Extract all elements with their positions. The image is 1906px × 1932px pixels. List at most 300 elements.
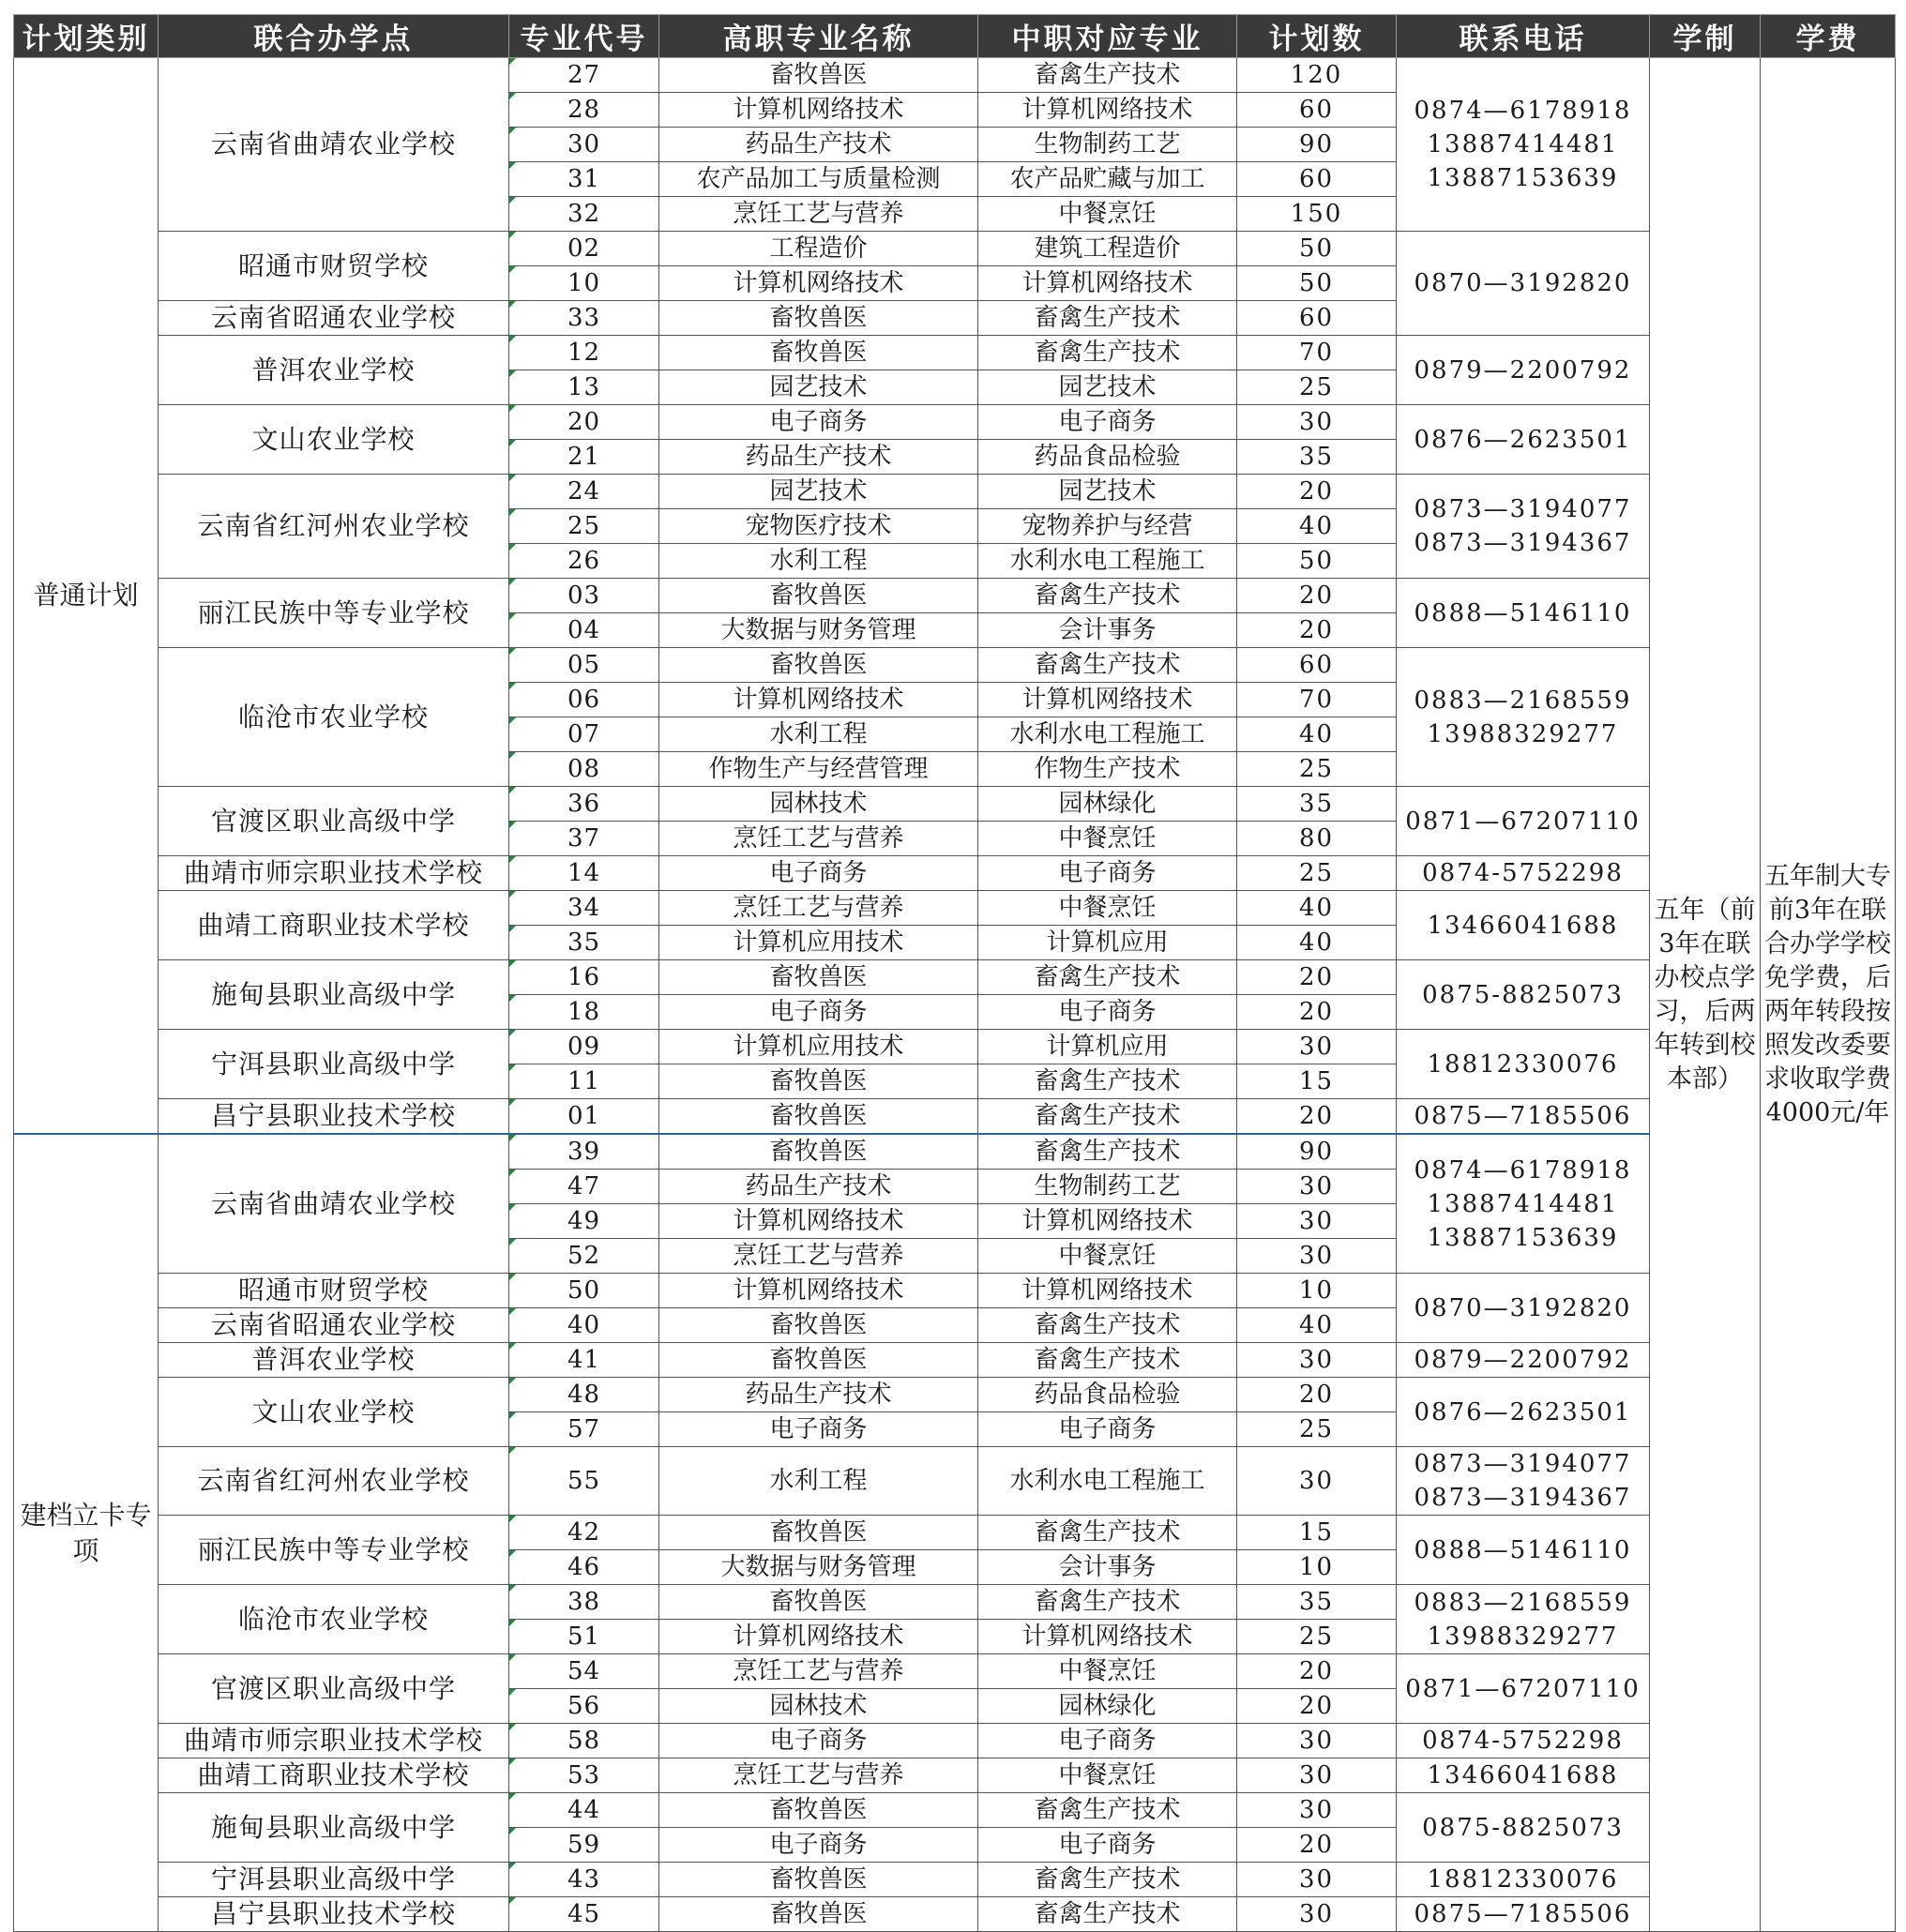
header-higher-vocational-major: 高职专业名称 [659, 15, 978, 58]
major-code-cell: 02 [509, 232, 659, 266]
secondary-major-cell: 计算机网络技术 [978, 1204, 1237, 1239]
joint-school-cell: 曲靖工商职业技术学校 [159, 891, 509, 960]
major-code-cell: 45 [509, 1897, 659, 1932]
major-code-cell: 54 [509, 1654, 659, 1689]
contact-phone-cell [1397, 58, 1650, 232]
plan-count-cell: 25 [1237, 370, 1397, 405]
secondary-major-cell: 畜禽生产技术 [978, 960, 1237, 995]
major-code-cell: 50 [509, 1274, 659, 1308]
major-code-cell: 34 [509, 891, 659, 926]
higher-major-cell: 宠物医疗技术 [659, 509, 978, 544]
plan-count-cell: 90 [1237, 128, 1397, 162]
joint-school-cell: 官渡区职业高级中学 [159, 1654, 509, 1724]
higher-major-cell: 畜牧兽医 [659, 579, 978, 613]
contact-phone-cell [1397, 1793, 1650, 1863]
joint-school-cell: 丽江民族中等专业学校 [159, 579, 509, 648]
higher-major-cell: 计算机网络技术 [659, 93, 978, 128]
major-code-cell: 25 [509, 509, 659, 544]
phone-number: 0876—2623501 [1414, 1397, 1632, 1426]
joint-school-cell: 宁洱县职业高级中学 [159, 1863, 509, 1897]
plan-count-cell: 30 [1237, 1170, 1397, 1204]
secondary-major-cell: 畜禽生产技术 [978, 1308, 1237, 1343]
higher-major-cell: 畜牧兽医 [659, 1585, 978, 1620]
table-row [14, 1863, 1896, 1897]
joint-school-cell: 曲靖市师宗职业技术学校 [159, 856, 509, 891]
joint-school-cell: 丽江民族中等专业学校 [159, 1516, 509, 1585]
phone-number: 18812330076 [1427, 1865, 1619, 1894]
higher-major-cell: 畜牧兽医 [659, 1343, 978, 1378]
plan-count-cell: 20 [1237, 1828, 1397, 1863]
plan-count-cell: 35 [1237, 787, 1397, 822]
phone-number: 0873—3194367 [1414, 529, 1632, 557]
phone-number: 0874-5752298 [1422, 1727, 1624, 1755]
secondary-major-cell: 中餐烹饪 [978, 1654, 1237, 1689]
table-row [14, 1343, 1896, 1378]
table-body [14, 58, 1896, 1932]
joint-school-cell: 云南省昭通农业学校 [159, 1308, 509, 1343]
phone-number: 0874—6178918 [1414, 1155, 1632, 1185]
plan-count-cell: 60 [1237, 648, 1397, 683]
phone-number: 0875—7185506 [1414, 1102, 1632, 1130]
plan-count-cell: 30 [1237, 1447, 1397, 1516]
plan-count-cell: 60 [1237, 93, 1397, 128]
higher-major-cell: 电子商务 [659, 995, 978, 1030]
joint-school-cell: 云南省昭通农业学校 [159, 301, 509, 336]
header-plan-category: 计划类别 [14, 15, 159, 58]
table-row [14, 336, 1896, 370]
higher-major-cell: 烹饪工艺与营养 [659, 822, 978, 856]
phone-number: 0873—3194077 [1414, 495, 1632, 523]
plan-count-cell: 30 [1237, 1863, 1397, 1897]
secondary-major-cell: 水利水电工程施工 [978, 544, 1237, 579]
contact-phone-cell [1397, 579, 1650, 648]
secondary-major-cell: 畜禽生产技术 [978, 1134, 1237, 1170]
plan-count-cell: 30 [1237, 1239, 1397, 1274]
phone-number: 0875-8825073 [1422, 980, 1624, 1009]
higher-major-cell: 园艺技术 [659, 475, 978, 509]
plan-count-cell: 90 [1237, 1134, 1397, 1170]
major-code-cell: 03 [509, 579, 659, 613]
table-row [14, 1585, 1896, 1620]
plan-count-cell: 20 [1237, 579, 1397, 613]
higher-major-cell: 计算机应用技术 [659, 926, 978, 960]
secondary-major-cell: 中餐烹饪 [978, 1239, 1237, 1274]
plan-count-cell: 50 [1237, 266, 1397, 301]
secondary-major-cell: 水利水电工程施工 [978, 1447, 1237, 1516]
plan-count-cell: 30 [1237, 1343, 1397, 1378]
higher-major-cell: 电子商务 [659, 405, 978, 440]
higher-major-cell: 电子商务 [659, 1412, 978, 1447]
major-code-cell: 18 [509, 995, 659, 1030]
major-code-cell: 14 [509, 856, 659, 891]
contact-phone-cell [1397, 475, 1650, 579]
header-plan-count: 计划数 [1237, 15, 1397, 58]
joint-school-cell: 云南省曲靖农业学校 [159, 58, 509, 232]
phone-number: 0876—2623501 [1414, 425, 1632, 454]
phone-number: 0888—5146110 [1414, 598, 1632, 627]
higher-major-cell: 畜牧兽医 [659, 1134, 978, 1170]
joint-school-cell: 普洱农业学校 [159, 336, 509, 405]
phone-number: 13988329277 [1427, 1622, 1619, 1651]
secondary-major-cell: 电子商务 [978, 1412, 1237, 1447]
major-code-cell: 53 [509, 1758, 659, 1793]
secondary-major-cell: 药品食品检验 [978, 1378, 1237, 1412]
major-code-cell: 40 [509, 1308, 659, 1343]
higher-major-cell: 计算机网络技术 [659, 1204, 978, 1239]
contact-phone-cell [1397, 1758, 1650, 1793]
major-code-cell: 32 [509, 197, 659, 232]
higher-major-cell: 大数据与财务管理 [659, 613, 978, 648]
table-row [14, 1099, 1896, 1135]
major-code-cell: 20 [509, 405, 659, 440]
major-code-cell: 56 [509, 1689, 659, 1724]
major-code-cell: 11 [509, 1064, 659, 1099]
contact-phone-cell [1397, 405, 1650, 475]
contact-phone-cell [1397, 1863, 1650, 1897]
secondary-major-cell: 中餐烹饪 [978, 822, 1237, 856]
joint-school-cell: 官渡区职业高级中学 [159, 787, 509, 856]
joint-school-cell: 云南省红河州农业学校 [159, 1447, 509, 1516]
higher-major-cell: 烹饪工艺与营养 [659, 197, 978, 232]
header-row [14, 15, 1896, 58]
major-code-cell: 30 [509, 128, 659, 162]
secondary-major-cell: 畜禽生产技术 [978, 1064, 1237, 1099]
higher-major-cell: 水利工程 [659, 1447, 978, 1516]
plan-count-cell: 30 [1237, 405, 1397, 440]
phone-number: 0871—67207110 [1405, 807, 1641, 836]
major-code-cell: 04 [509, 613, 659, 648]
major-code-cell: 35 [509, 926, 659, 960]
plan-count-cell: 60 [1237, 301, 1397, 336]
higher-major-cell: 计算机网络技术 [659, 683, 978, 717]
higher-major-cell: 作物生产与经营管理 [659, 752, 978, 787]
phone-number: 0888—5146110 [1414, 1535, 1632, 1564]
major-code-cell: 09 [509, 1030, 659, 1064]
enrollment-plan-table [13, 14, 1896, 1932]
contact-phone-cell [1397, 232, 1650, 336]
plan-count-cell: 35 [1237, 440, 1397, 475]
major-code-cell: 49 [509, 1204, 659, 1239]
secondary-major-cell: 电子商务 [978, 995, 1237, 1030]
table-row [14, 856, 1896, 891]
joint-school-cell: 临沧市农业学校 [159, 1585, 509, 1654]
plan-count-cell: 40 [1237, 717, 1397, 752]
plan-count-cell: 30 [1237, 1897, 1397, 1932]
secondary-major-cell: 畜禽生产技术 [978, 648, 1237, 683]
secondary-major-cell: 畜禽生产技术 [978, 1516, 1237, 1550]
plan-count-cell: 20 [1237, 475, 1397, 509]
table-row [14, 1793, 1896, 1828]
secondary-major-cell: 电子商务 [978, 1828, 1237, 1863]
secondary-major-cell: 会计事务 [978, 613, 1237, 648]
plan-count-cell: 20 [1237, 960, 1397, 995]
table-row [14, 1758, 1896, 1793]
contact-phone-cell [1397, 1447, 1650, 1516]
higher-major-cell: 计算机网络技术 [659, 1274, 978, 1308]
contact-phone-cell [1397, 1897, 1650, 1932]
higher-major-cell: 药品生产技术 [659, 440, 978, 475]
major-code-cell: 07 [509, 717, 659, 752]
secondary-major-cell: 畜禽生产技术 [978, 1343, 1237, 1378]
contact-phone-cell [1397, 1585, 1650, 1654]
joint-school-cell: 临沧市农业学校 [159, 648, 509, 787]
secondary-major-cell: 电子商务 [978, 405, 1237, 440]
table-row [14, 1134, 1896, 1170]
contact-phone-cell [1397, 1274, 1650, 1343]
major-code-cell: 16 [509, 960, 659, 995]
major-code-cell: 26 [509, 544, 659, 579]
phone-number: 13887414481 [1427, 130, 1619, 158]
secondary-major-cell: 电子商务 [978, 1724, 1237, 1758]
secondary-major-cell: 畜禽生产技术 [978, 1793, 1237, 1828]
plan-count-cell: 30 [1237, 1204, 1397, 1239]
phone-number: 0879—2200792 [1414, 355, 1632, 385]
table-row [14, 1724, 1896, 1758]
major-code-cell: 06 [509, 683, 659, 717]
secondary-major-cell: 生物制药工艺 [978, 128, 1237, 162]
major-code-cell: 08 [509, 752, 659, 787]
secondary-major-cell: 计算机网络技术 [978, 1620, 1237, 1654]
plan-count-cell: 50 [1237, 232, 1397, 266]
plan-count-cell: 150 [1237, 197, 1397, 232]
secondary-major-cell: 中餐烹饪 [978, 891, 1237, 926]
higher-major-cell: 畜牧兽医 [659, 336, 978, 370]
higher-major-cell: 畜牧兽医 [659, 301, 978, 336]
major-code-cell: 37 [509, 822, 659, 856]
higher-major-cell: 园林技术 [659, 787, 978, 822]
joint-school-cell: 昭通市财贸学校 [159, 232, 509, 301]
major-code-cell: 33 [509, 301, 659, 336]
joint-school-cell: 文山农业学校 [159, 405, 509, 475]
higher-major-cell: 计算机网络技术 [659, 1620, 978, 1654]
phone-number: 0875—7185506 [1414, 1900, 1632, 1928]
major-code-cell: 57 [509, 1412, 659, 1447]
header-joint-school: 联合办学点 [159, 15, 509, 58]
table-row [14, 1378, 1896, 1412]
secondary-major-cell: 建筑工程造价 [978, 232, 1237, 266]
higher-major-cell: 畜牧兽医 [659, 58, 978, 93]
secondary-major-cell: 中餐烹饪 [978, 197, 1237, 232]
plan-count-cell: 40 [1237, 891, 1397, 926]
secondary-major-cell: 畜禽生产技术 [978, 1585, 1237, 1620]
higher-major-cell: 电子商务 [659, 1828, 978, 1863]
plan-count-cell: 70 [1237, 683, 1397, 717]
plan-count-cell: 40 [1237, 926, 1397, 960]
plan-count-cell: 20 [1237, 1689, 1397, 1724]
higher-major-cell: 园林技术 [659, 1689, 978, 1724]
plan-count-cell: 70 [1237, 336, 1397, 370]
secondary-major-cell: 水利水电工程施工 [978, 717, 1237, 752]
phone-number: 0870—3192820 [1414, 269, 1632, 297]
plan-count-cell: 25 [1237, 856, 1397, 891]
joint-school-cell: 宁洱县职业高级中学 [159, 1030, 509, 1099]
phone-number: 13466041688 [1427, 1761, 1619, 1789]
secondary-major-cell: 计算机应用 [978, 1030, 1237, 1064]
joint-school-cell: 昌宁县职业技术学校 [159, 1099, 509, 1135]
plan-count-cell: 30 [1237, 1758, 1397, 1793]
plan-count-cell: 60 [1237, 162, 1397, 197]
plan-count-cell: 20 [1237, 1654, 1397, 1689]
major-code-cell: 58 [509, 1724, 659, 1758]
joint-school-cell: 昭通市财贸学校 [159, 1274, 509, 1308]
secondary-major-cell: 计算机网络技术 [978, 1274, 1237, 1308]
plan-count-cell: 30 [1237, 1724, 1397, 1758]
major-code-cell: 12 [509, 336, 659, 370]
major-code-cell: 55 [509, 1447, 659, 1516]
table-row [14, 1654, 1896, 1689]
higher-major-cell: 电子商务 [659, 856, 978, 891]
higher-major-cell: 烹饪工艺与营养 [659, 891, 978, 926]
plan-count-cell: 80 [1237, 822, 1397, 856]
plan-count-cell: 40 [1237, 1308, 1397, 1343]
plan-count-cell: 120 [1237, 58, 1397, 93]
plan-count-cell: 20 [1237, 1099, 1397, 1135]
table-row [14, 1897, 1896, 1932]
table-row [14, 891, 1896, 926]
contact-phone-cell [1397, 336, 1650, 405]
higher-major-cell: 园艺技术 [659, 370, 978, 405]
major-code-cell: 13 [509, 370, 659, 405]
plan-count-cell: 25 [1237, 1620, 1397, 1654]
higher-major-cell: 农产品加工与质量检测 [659, 162, 978, 197]
joint-school-cell: 云南省红河州农业学校 [159, 475, 509, 579]
major-code-cell: 39 [509, 1134, 659, 1170]
phone-number: 0873—3194367 [1414, 1484, 1632, 1512]
secondary-major-cell: 药品食品检验 [978, 440, 1237, 475]
secondary-major-cell: 中餐烹饪 [978, 1758, 1237, 1793]
secondary-major-cell: 宠物养护与经营 [978, 509, 1237, 544]
phone-number: 18812330076 [1427, 1049, 1619, 1079]
major-code-cell: 44 [509, 1793, 659, 1828]
higher-major-cell: 电子商务 [659, 1724, 978, 1758]
table-row [14, 475, 1896, 509]
secondary-major-cell: 计算机网络技术 [978, 93, 1237, 128]
joint-school-cell: 施甸县职业高级中学 [159, 960, 509, 1030]
phone-number: 0875-8825073 [1422, 1813, 1624, 1842]
plan-count-cell: 15 [1237, 1516, 1397, 1550]
plan-category-cell: 普通计划 [14, 58, 159, 1135]
joint-school-cell: 普洱农业学校 [159, 1343, 509, 1378]
secondary-major-cell: 计算机网络技术 [978, 683, 1237, 717]
higher-major-cell: 水利工程 [659, 717, 978, 752]
contact-phone-cell [1397, 1343, 1650, 1378]
major-code-cell: 59 [509, 1828, 659, 1863]
higher-major-cell: 畜牧兽医 [659, 1099, 978, 1135]
joint-school-cell: 文山农业学校 [159, 1378, 509, 1447]
major-code-cell: 48 [509, 1378, 659, 1412]
major-code-cell: 21 [509, 440, 659, 475]
phone-number: 0883—2168559 [1414, 686, 1632, 715]
phone-number: 0883—2168559 [1414, 1588, 1632, 1617]
secondary-major-cell: 会计事务 [978, 1550, 1237, 1585]
table-row [14, 960, 1896, 995]
contact-phone-cell [1397, 1654, 1650, 1724]
higher-major-cell: 计算机网络技术 [659, 266, 978, 301]
higher-major-cell: 烹饪工艺与营养 [659, 1239, 978, 1274]
plan-count-cell: 25 [1237, 752, 1397, 787]
plan-count-cell: 20 [1237, 613, 1397, 648]
secondary-major-cell: 畜禽生产技术 [978, 301, 1237, 336]
major-code-cell: 42 [509, 1516, 659, 1550]
secondary-major-cell: 计算机应用 [978, 926, 1237, 960]
plan-count-cell: 25 [1237, 1412, 1397, 1447]
secondary-major-cell: 园艺技术 [978, 370, 1237, 405]
secondary-major-cell: 园林绿化 [978, 787, 1237, 822]
major-code-cell: 31 [509, 162, 659, 197]
plan-count-cell: 35 [1237, 1585, 1397, 1620]
contact-phone-cell [1397, 891, 1650, 960]
plan-count-cell: 30 [1237, 1030, 1397, 1064]
major-code-cell: 10 [509, 266, 659, 301]
major-code-cell: 41 [509, 1343, 659, 1378]
major-code-cell: 05 [509, 648, 659, 683]
secondary-major-cell: 生物制药工艺 [978, 1170, 1237, 1204]
secondary-major-cell: 畜禽生产技术 [978, 1099, 1237, 1135]
secondary-major-cell: 电子商务 [978, 856, 1237, 891]
major-code-cell: 52 [509, 1239, 659, 1274]
plan-category-cell: 建档立卡专项 [14, 1134, 159, 1932]
tuition-cell: 五年制大专前3年在联合办学学校免学费，后两年转段按照发改委要求收取学费4000元/年 [1761, 58, 1896, 1932]
schooling-length-cell: 五年（前3年在联办校点学习，后两年转到校本部） [1650, 58, 1761, 1932]
major-code-cell: 24 [509, 475, 659, 509]
header-contact-phone: 联系电话 [1397, 15, 1650, 58]
secondary-major-cell: 畜禽生产技术 [978, 1863, 1237, 1897]
higher-major-cell: 烹饪工艺与营养 [659, 1758, 978, 1793]
higher-major-cell: 畜牧兽医 [659, 960, 978, 995]
secondary-major-cell: 畜禽生产技术 [978, 579, 1237, 613]
major-code-cell: 46 [509, 1550, 659, 1585]
higher-major-cell: 药品生产技术 [659, 1378, 978, 1412]
contact-phone-cell [1397, 856, 1650, 891]
higher-major-cell: 水利工程 [659, 544, 978, 579]
secondary-major-cell: 作物生产技术 [978, 752, 1237, 787]
table-row [14, 405, 1896, 440]
major-code-cell: 51 [509, 1620, 659, 1654]
higher-major-cell: 药品生产技术 [659, 1170, 978, 1204]
phone-number: 13887414481 [1427, 1189, 1619, 1218]
major-code-cell: 47 [509, 1170, 659, 1204]
higher-major-cell: 畜牧兽医 [659, 1308, 978, 1343]
table-row [14, 648, 1896, 683]
table-row [14, 579, 1896, 613]
contact-phone-cell [1397, 648, 1650, 787]
secondary-major-cell: 计算机网络技术 [978, 266, 1237, 301]
header-tuition: 学费 [1761, 15, 1896, 58]
header-major-code: 专业代号 [509, 15, 659, 58]
plan-count-cell: 15 [1237, 1064, 1397, 1099]
higher-major-cell: 畜牧兽医 [659, 1897, 978, 1932]
contact-phone-cell [1397, 1516, 1650, 1585]
phone-number: 0873—3194077 [1414, 1450, 1632, 1478]
major-code-cell: 36 [509, 787, 659, 822]
joint-school-cell: 曲靖工商职业技术学校 [159, 1758, 509, 1793]
plan-count-cell: 20 [1237, 995, 1397, 1030]
contact-phone-cell [1397, 787, 1650, 856]
major-code-cell: 01 [509, 1099, 659, 1135]
higher-major-cell: 烹饪工艺与营养 [659, 1654, 978, 1689]
contact-phone-cell [1397, 1378, 1650, 1447]
secondary-major-cell: 畜禽生产技术 [978, 336, 1237, 370]
major-code-cell: 27 [509, 58, 659, 93]
joint-school-cell: 云南省曲靖农业学校 [159, 1134, 509, 1274]
plan-count-cell: 30 [1237, 1793, 1397, 1828]
table-row [14, 787, 1896, 822]
secondary-major-cell: 畜禽生产技术 [978, 1897, 1237, 1932]
secondary-major-cell: 农产品贮藏与加工 [978, 162, 1237, 197]
contact-phone-cell [1397, 1099, 1650, 1135]
phone-number: 0870—3192820 [1414, 1293, 1632, 1322]
phone-number: 13887153639 [1427, 164, 1619, 192]
